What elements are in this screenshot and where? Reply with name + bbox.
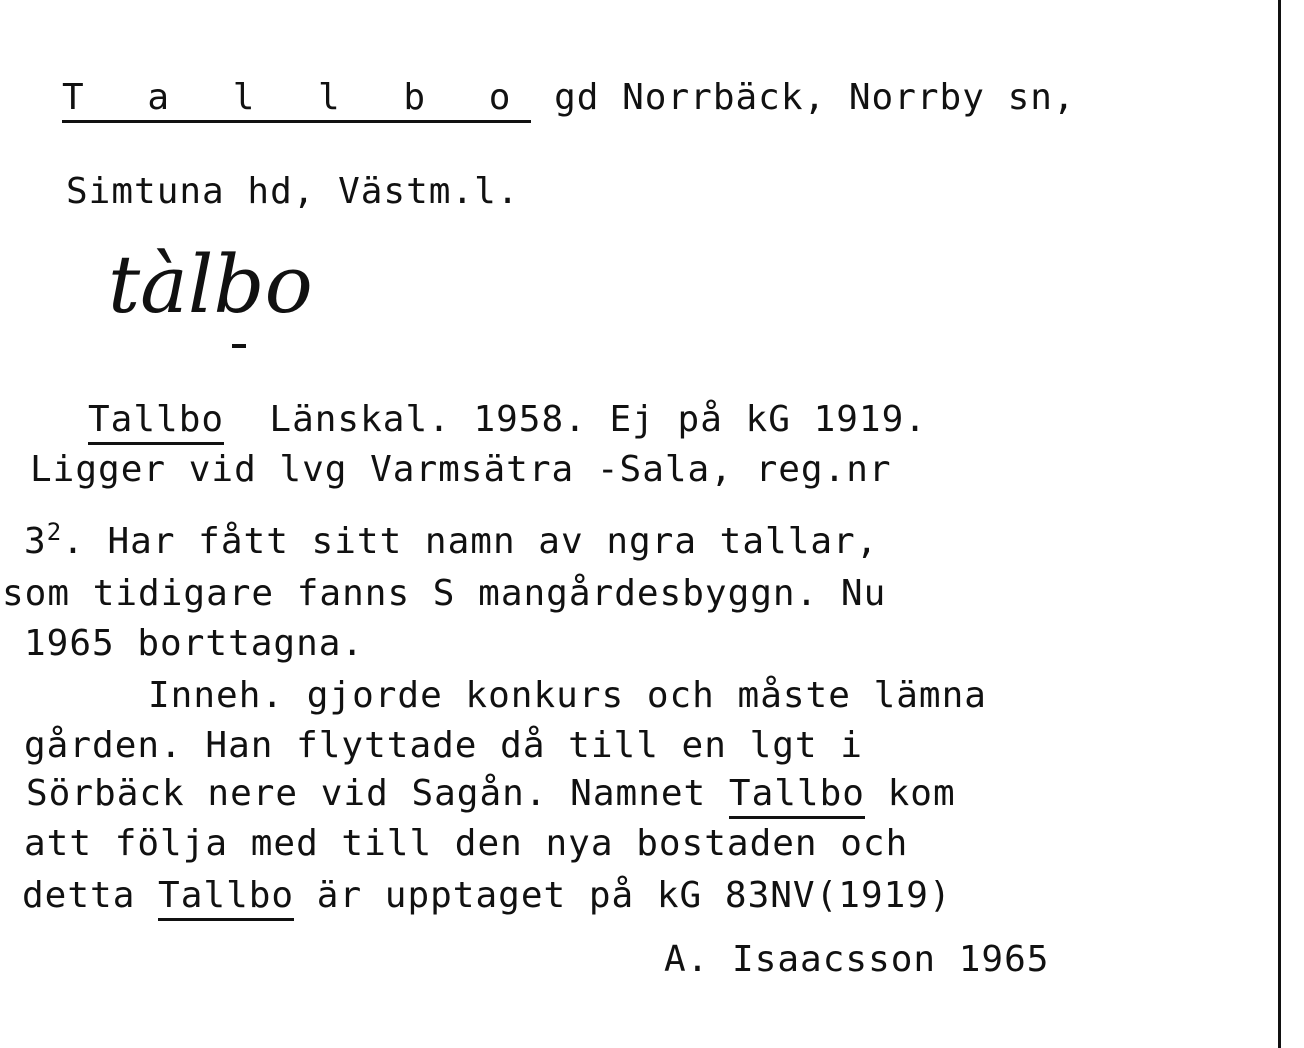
body-name-tallbo-3: Tallbo (158, 875, 294, 921)
body-line-3 (24, 518, 879, 562)
heading-line-1 (62, 78, 1076, 118)
body-line-3-base: 3 (24, 521, 47, 562)
card-edge-line (1278, 0, 1281, 1048)
heading-line-2: Simtuna hd, Västm.l. (66, 171, 520, 212)
heading-location: gd Norrbäck, Norrby sn, (531, 77, 1076, 118)
body-line-9: att följa med till den nya bostaden och (24, 823, 909, 864)
body-name-tallbo-2: Tallbo (729, 773, 865, 819)
body-line-8-pre: Sörbäck nere vid Sagån. Namnet (26, 773, 729, 814)
body-line-4: som tidigare fanns S mangårdesbyggn. Nu (2, 573, 887, 614)
body-line-8 (26, 774, 956, 814)
body-line-6: Inneh. gjorde konkurs och måste lämna (148, 675, 987, 716)
body-line-10 (22, 876, 952, 916)
body-line-8-post: kom (864, 773, 956, 814)
signature: A. Isaacsson 1965 (664, 939, 1050, 980)
pronunciation-mark (232, 344, 246, 348)
body-line-1 (88, 400, 927, 440)
body-line-1-text: Länskal. 1958. Ej på kG 1919. (224, 399, 927, 440)
superscript: 2 (46, 518, 63, 546)
body-line-7: gården. Han flyttade då till en lgt i (24, 725, 863, 766)
body-line-5: 1965 borttagna. (24, 623, 365, 664)
body-name-tallbo: Tallbo (88, 399, 224, 445)
place-name-heading: T a l l b o (62, 77, 531, 123)
body-line-2: Ligger vid lvg Varmsätra -Sala, reg.nr (30, 449, 892, 490)
body-line-3-text: . Har fått sitt namn av ngra tallar, (62, 521, 879, 562)
body-line-10-pre: detta (22, 875, 159, 916)
body-line-10-post: är upptaget på kG 83NV(1919) (294, 875, 952, 916)
handwritten-pronunciation: tàlbo (108, 238, 313, 331)
